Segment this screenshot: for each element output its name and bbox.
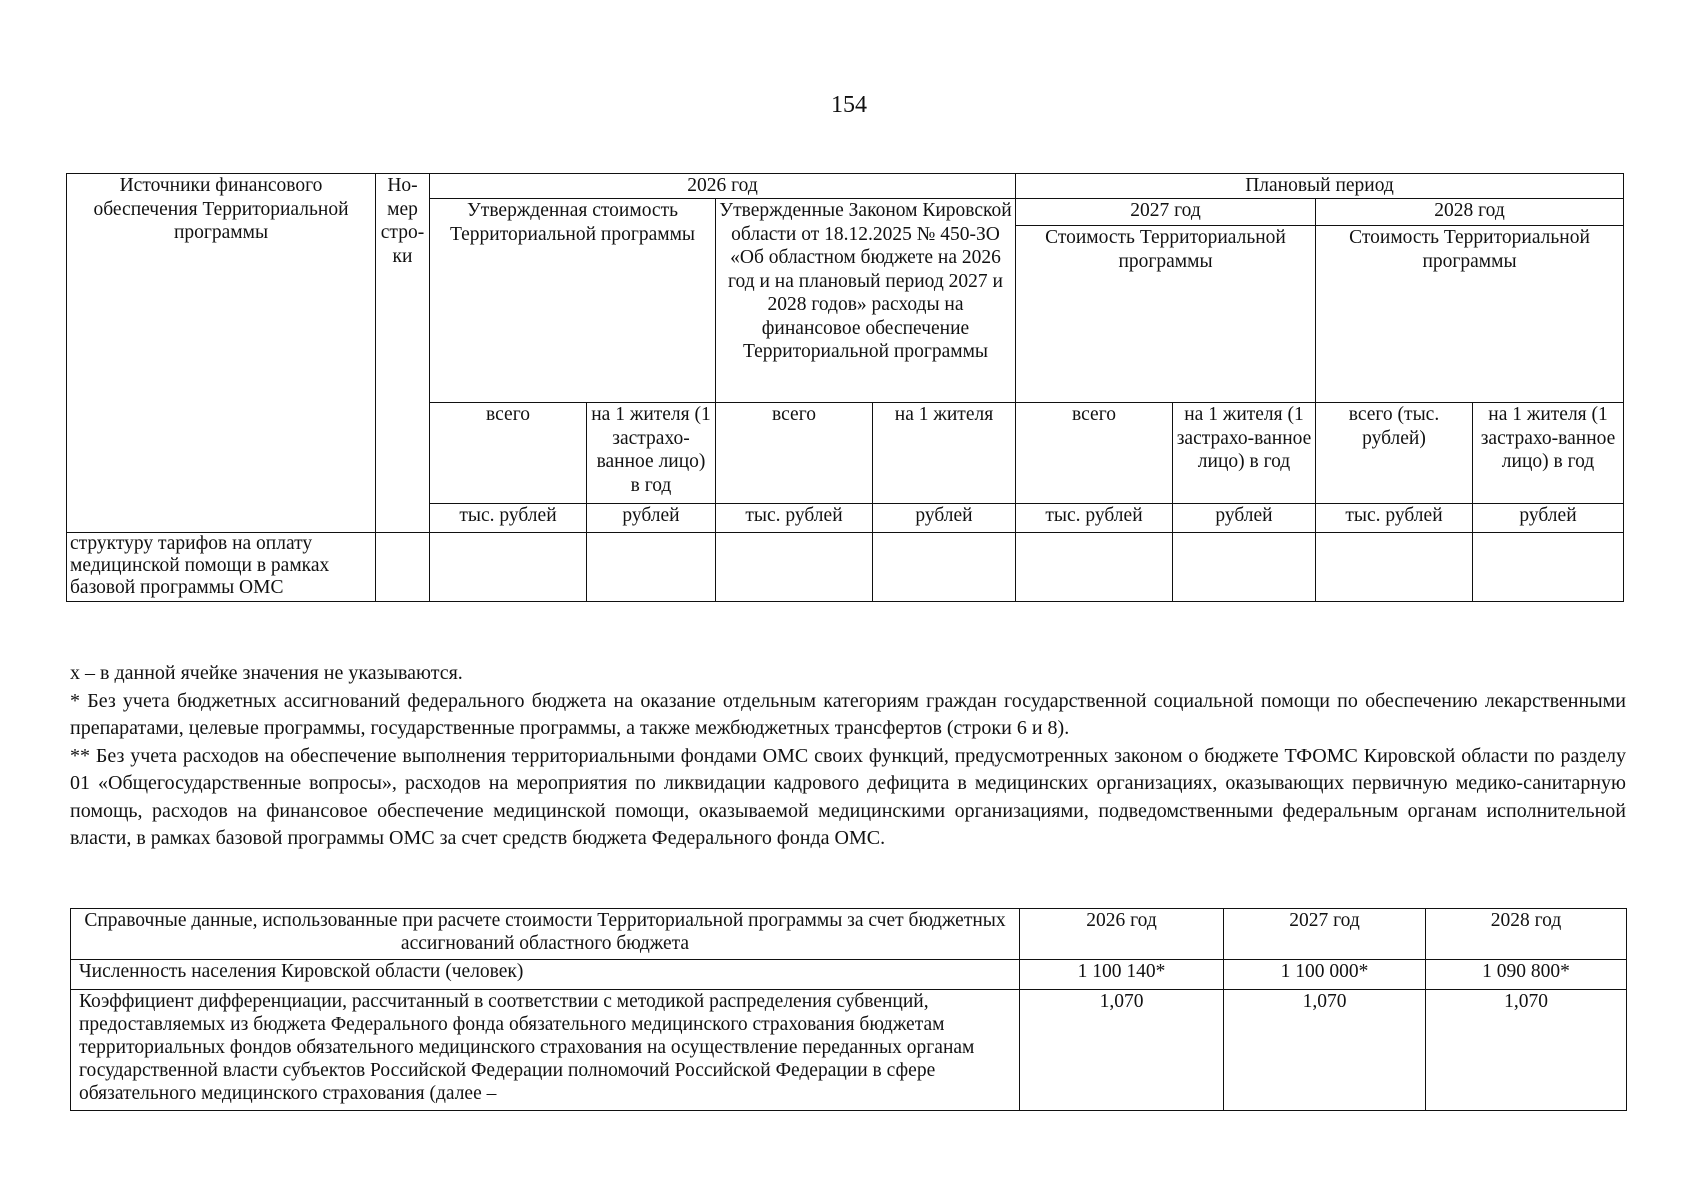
sub-total-2028: всего (тыс. рублей) [1316, 403, 1473, 504]
empty-cell [1173, 533, 1316, 602]
unit-cell: рублей [873, 504, 1016, 533]
coefficient-2026: 1,070 [1020, 990, 1224, 1111]
unit-cell: рублей [1173, 504, 1316, 533]
empty-cell [716, 533, 873, 602]
unit-cell: тыс. рублей [430, 504, 587, 533]
empty-cell [587, 533, 716, 602]
sub-per-resident-law: на 1 жителя [873, 403, 1016, 504]
sub-total-law: всего [716, 403, 873, 504]
reference-year-2028: 2028 год [1426, 909, 1627, 960]
empty-cell [376, 533, 430, 602]
population-2027: 1 100 000* [1224, 960, 1426, 990]
footnote-star2: ** Без учета расходов на обеспечение выполнения территориальными фондами ОМС своих функций, предусмотренных законом о бюджете ТФОМС Кировской области по разделу 01 «Общегосударственные вопросы», расходов на мероприятия по ликвидации кадрового дефицита в медицинских организациях, оказывающих первичную медико-санитарную помощь, расходов на финансовое обеспечение медицинской помощи, оказываемой медицинскими организациями, подведомственными федеральным органам исполнительной власти, в рамках базовой программы ОМС за счет средств бюджета Федерального фонда ОМС. [70, 744, 1626, 849]
header-row-number: Но-мер стро-ки [376, 174, 430, 533]
population-label: Численность населения Кировской области (человек) [71, 960, 1020, 990]
page-number: 154 [831, 92, 867, 118]
sub-per-resident: на 1 жителя (1 застрахо-ванное лицо) в год [587, 403, 716, 504]
financing-sources-table [66, 173, 1624, 602]
data-row-label: структуру тарифов на оплату медицинской помощи в рамках базовой программы ОМС [67, 533, 376, 602]
reference-year-2026: 2026 год [1020, 909, 1224, 960]
empty-cell [1016, 533, 1173, 602]
sub-total: всего [430, 403, 587, 504]
footnote-x: х – в данной ячейке значения не указываются. [70, 662, 463, 684]
unit-cell: тыс. рублей [1316, 504, 1473, 533]
header-approved-by-law: Утвержденные Законом Кировской области от 18.12.2025 № 450-ЗО «Об областном бюджете на 2026 год и на плановый период 2027 и 2028 годов» расходы на финансовое обеспечение Территориальной программы [716, 199, 1016, 403]
coefficient-2027: 1,070 [1224, 990, 1426, 1111]
unit-cell: рублей [587, 504, 716, 533]
header-cost-2027: Стоимость Территориальной программы [1016, 226, 1316, 403]
unit-cell: рублей [1473, 504, 1624, 533]
empty-cell [430, 533, 587, 602]
reference-data-table [70, 908, 1627, 1111]
header-approved-cost: Утвержденная стоимость Территориальной программы [430, 199, 716, 403]
population-2026: 1 100 140* [1020, 960, 1224, 990]
header-planned-period: Плановый период [1016, 174, 1624, 199]
header-year-2028: 2028 год [1316, 199, 1624, 226]
header-year-2026: 2026 год [430, 174, 1016, 199]
sub-per-resident-2028: на 1 жителя (1 застрахо-ванное лицо) в год [1473, 403, 1624, 504]
coefficient-label: Коэффициент дифференциации, рассчитанный в соответствии с методикой распределения субвенций, предоставляемых из бюджета Федерального фонда обязательного медицинского страхования бюджетам территориальных фондов обязательного медицинского страхования на осуществление переданных органам государственной власти субъектов Российской Федерации полномочий Российской Федерации в сфере обязательного медицинского страхования (далее – [71, 990, 1020, 1111]
sub-total-2027: всего [1016, 403, 1173, 504]
reference-year-2027: 2027 год [1224, 909, 1426, 960]
footnote-star1: * Без учета бюджетных ассигнований федерального бюджета на оказание отдельным категориям граждан государственной социальной помощи по обеспечению лекарственными препаратами, целевые программы, государственные программы, а также межбюджетных трансфертов (строки 6 и 8). [70, 689, 1626, 739]
empty-cell [873, 533, 1016, 602]
header-cost-2028: Стоимость Территориальной программы [1316, 226, 1624, 403]
header-year-2027: 2027 год [1016, 199, 1316, 226]
header-source: Источники финансового обеспечения Территориальной программы [67, 174, 376, 533]
population-2028: 1 090 800* [1426, 960, 1627, 990]
coefficient-2028: 1,070 [1426, 990, 1627, 1111]
footnotes [70, 660, 1626, 853]
empty-cell [1473, 533, 1624, 602]
unit-cell: тыс. рублей [1016, 504, 1173, 533]
empty-cell [1316, 533, 1473, 602]
unit-cell: тыс. рублей [716, 504, 873, 533]
sub-per-resident-2027: на 1 жителя (1 застрахо-ванное лицо) в год [1173, 403, 1316, 504]
reference-header-label: Справочные данные, использованные при расчете стоимости Территориальной программы за счет бюджетных ассигнований областного бюджета [71, 909, 1020, 960]
